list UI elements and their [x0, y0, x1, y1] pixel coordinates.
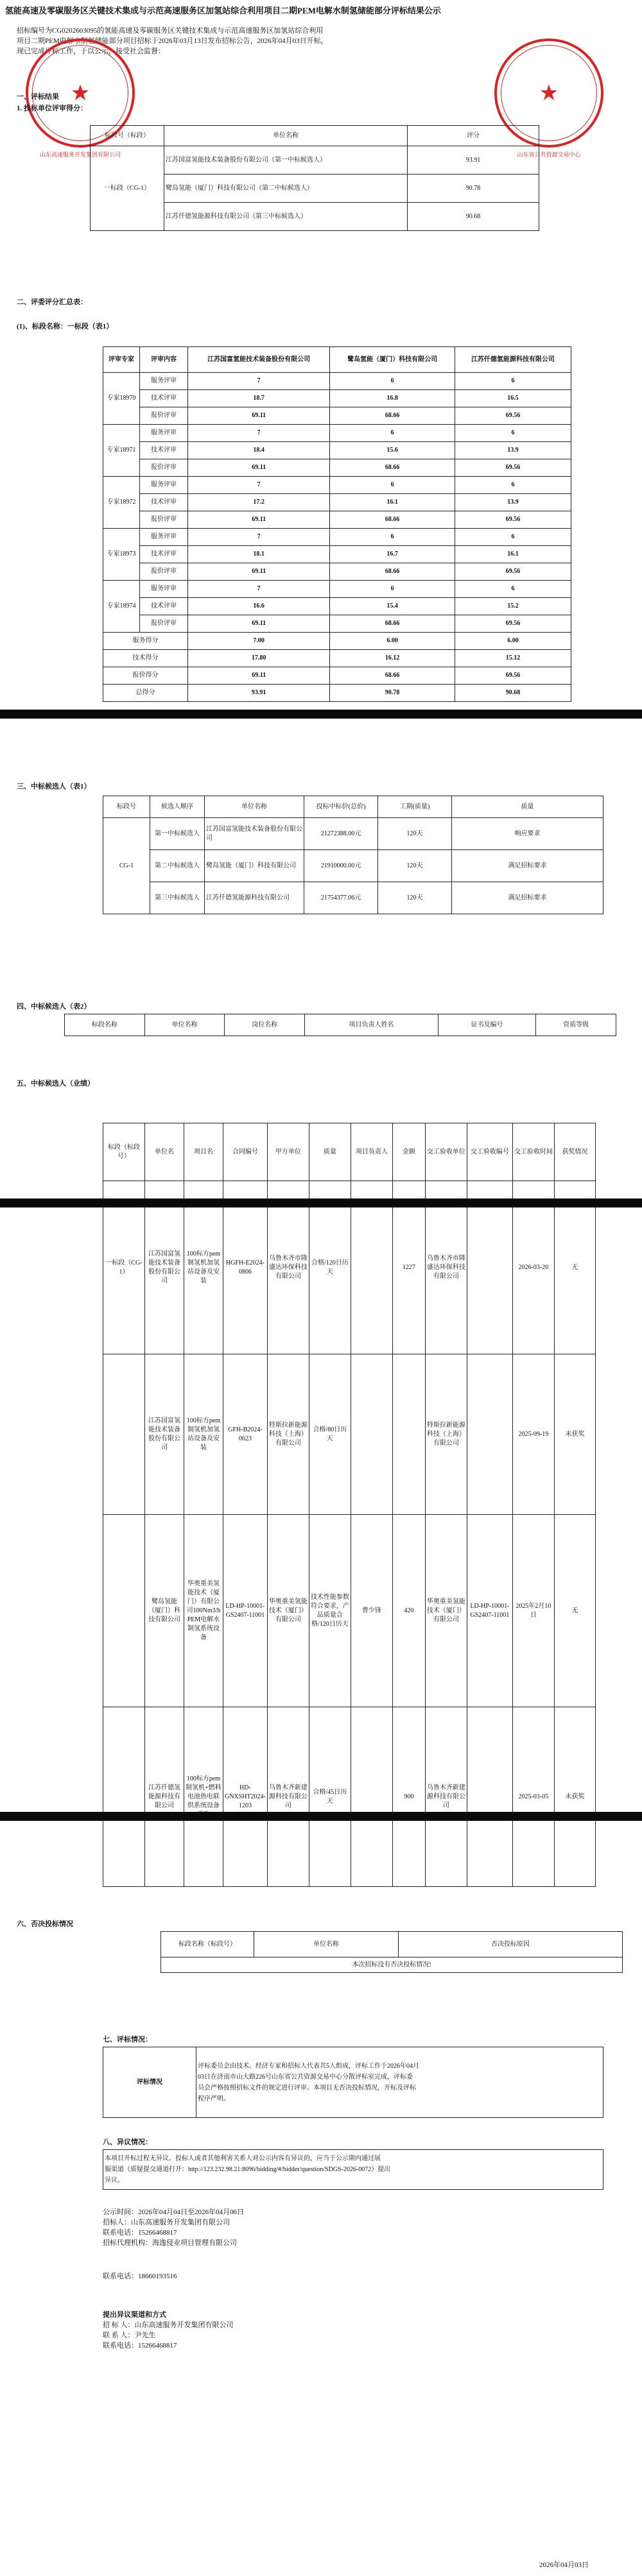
score-cell: 69.11	[188, 407, 330, 425]
score-cell: 68.66	[330, 459, 455, 477]
cell: 响应要求	[452, 818, 603, 850]
cell: 120天	[378, 818, 452, 850]
summary-cell: 69.56	[455, 667, 571, 685]
th: 质量	[452, 796, 603, 818]
score-cell: 69.56	[455, 615, 571, 633]
summary-row	[103, 685, 571, 702]
performance-cell: 乌鲁木齐新建源科技有限公司	[267, 1707, 309, 1887]
expert-name: 专家18973	[103, 529, 140, 581]
score-cell: 技术评审	[140, 598, 188, 615]
objection-line: 本项目开标过程无异议。投标人或者其他利害关系人对公示内容有异议的，应当于公示期内通过展	[105, 2155, 381, 2162]
performance-cell: 2025-09-19	[512, 1354, 554, 1515]
objection-line: 异议。	[105, 2177, 124, 2184]
footer-date: 2026年04月03日	[539, 2561, 589, 2569]
th: 单位名	[145, 1123, 184, 1181]
scan-band	[0, 710, 642, 719]
score-cell: 7	[188, 425, 330, 442]
cell: 第三中标候选人	[150, 882, 205, 914]
performance-cell: 华奥重美氢能技术（厦门）有限公司100Nm3/h PEM电解水制氢系统设备	[184, 1515, 223, 1707]
expert-row	[103, 598, 571, 615]
score-cell: 技术评审	[140, 494, 188, 511]
performance-cell: HGFH-E2024-0806	[223, 1181, 268, 1354]
lot-cell: CG-1	[103, 818, 150, 914]
th: 单位名称	[205, 796, 304, 818]
th: 工期(质量)	[378, 796, 452, 818]
performance-cell	[467, 1707, 512, 1887]
objection-line: 服渠道（质疑提交通道打开：http://123.232.98.21:8096/bidding/#/bidder/question/SDGS-2026-0072）提出	[105, 2166, 391, 2173]
complaint-block	[103, 2310, 234, 2351]
score-cell: 技术评审	[140, 390, 188, 407]
period-tenderer: 招标人：山东高速服务开发集团有限公司	[103, 2219, 230, 2226]
summary-row	[103, 633, 571, 650]
score-cell: 69.11	[188, 563, 330, 581]
section-heading: 五、中标候选人（业绩）	[17, 1080, 94, 1088]
performance-row	[103, 1515, 596, 1707]
performance-table	[103, 1123, 596, 1887]
score-cell: 技术评审	[140, 442, 188, 459]
expert-row	[103, 477, 571, 494]
th: 金额	[392, 1123, 425, 1181]
performance-cell: 一标段（CG-1）	[103, 1181, 145, 1354]
summary-cell: 6.00	[330, 633, 455, 650]
th: 单位名称	[164, 126, 408, 146]
expert-row	[103, 442, 571, 459]
performance-cell: 江苏仟德氢能源科技有限公司	[145, 1707, 184, 1887]
th: 资质等级	[536, 1014, 616, 1036]
performance-cell: HD-GNXSHT2024-1203	[223, 1707, 268, 1887]
performance-cell	[103, 1515, 145, 1707]
section-heading: 七、评标情况：	[103, 2036, 152, 2043]
section-heading: 一、评标结果	[17, 93, 59, 101]
intro-line: 招标编号为CG0202603095的氢能高速及零碳服务区关键技术集成与示范高速服务区加氢站综合利用	[17, 27, 324, 35]
score-cell: 69.11	[188, 615, 330, 633]
th: 否决投标原因	[399, 1932, 623, 1958]
score-cell: 6	[455, 425, 571, 442]
cell: 21910000.00元	[304, 850, 378, 882]
score-cell: 6	[330, 477, 455, 494]
score-cell: 7	[188, 373, 330, 390]
performance-cell: 2025年2月10日	[512, 1515, 554, 1707]
period-contact: 联系电话：15266468817	[103, 2229, 177, 2237]
summary-cell: 服务得分	[103, 633, 188, 650]
expert-name: 专家18970	[103, 373, 140, 425]
performance-cell: 鹭岛氢能（厦门）科技有限公司	[145, 1515, 184, 1707]
score-cell: 服务评审	[140, 529, 188, 546]
cell: 21272388.00元	[304, 818, 378, 850]
page-title: 氢能高速及零碳服务区关键技术集成与示范高速服务区加氢站综合利用项目二期PEM电解水制氢储能部分评标结果公示	[5, 6, 441, 15]
cell: 120天	[378, 882, 452, 914]
performance-cell: 合格/45日历天	[309, 1707, 351, 1887]
complaint-phone: 联系电话：15266468817	[103, 2342, 177, 2350]
scan-band	[0, 1198, 642, 1207]
th: 江苏仟德氢能源科技有限公司	[455, 347, 571, 373]
evaluation-line: 03日在济南市山大路226号山东省公共资源交易中心分散评标室完成，评标委	[198, 2073, 413, 2081]
performance-cell: 华奥重美氢能技术（厦门）有限公司	[267, 1515, 309, 1707]
cell: 21754377.06元	[304, 882, 378, 914]
performance-cell: 无	[554, 1181, 595, 1354]
score-cell: 6	[330, 529, 455, 546]
score-cell: 6	[330, 373, 455, 390]
score-cell: 15.4	[330, 598, 455, 615]
performance-cell: 100标方pem制氢机加氢站设备及安装	[184, 1181, 223, 1354]
performance-cell: 合格/120日历天	[309, 1181, 351, 1354]
th: 合同编号	[223, 1123, 268, 1181]
expert-row	[103, 459, 571, 477]
score-cell: 报价评审	[140, 407, 188, 425]
performance-row	[103, 1354, 596, 1515]
performance-cell: LD-HP-10001-GS2407-11001	[467, 1515, 512, 1707]
summary-cell: 6.00	[455, 633, 571, 650]
score-cell: 报价评审	[140, 615, 188, 633]
score-cell: 17.2	[188, 494, 330, 511]
th: 证书及编号	[438, 1014, 535, 1036]
complaint-person: 联 系 人：尹先生	[103, 2332, 156, 2339]
seal-left-icon: ★	[26, 38, 135, 148]
score-cell: 69.56	[455, 511, 571, 529]
score-cell: 服务评审	[140, 373, 188, 390]
summary-cell: 69.11	[188, 667, 330, 685]
summary-cell: 68.66	[330, 667, 455, 685]
complaint-heading: 提出异议渠道和方式	[103, 2311, 166, 2319]
score-table	[90, 125, 539, 231]
score-cell: 7	[188, 581, 330, 598]
summary-cell: 93.91	[188, 685, 330, 702]
section-sub: (1)、标段名称：一标段（表1）	[17, 323, 114, 330]
score-cell: 16.1	[455, 546, 571, 563]
th: 投标中标价(总价)	[304, 796, 378, 818]
performance-row	[103, 1707, 596, 1887]
summary-cell: 技术得分	[103, 650, 188, 667]
contact-phone: 联系电话：18660193516	[103, 2273, 177, 2280]
expert-row	[103, 546, 571, 563]
summary-cell: 90.68	[455, 685, 571, 702]
score-cell: 68.66	[330, 615, 455, 633]
candidate-table	[103, 796, 603, 914]
th: 标段名称	[65, 1014, 145, 1036]
th: 交工验收时间	[512, 1123, 554, 1181]
period-block	[103, 2207, 244, 2248]
section-heading: 四、中标候选人（表2）	[17, 1003, 91, 1011]
performance-cell: GFH-B2024-0623	[223, 1354, 268, 1515]
th: 交工验收单位	[425, 1123, 467, 1181]
cell: 江苏国富氢能技术装备股份有限公司	[205, 818, 304, 850]
scan-band	[0, 1812, 642, 1821]
summary-row	[103, 650, 571, 667]
score-cell: 6	[330, 581, 455, 598]
bidder-score: 93.91	[408, 146, 539, 175]
performance-cell: 未获奖	[554, 1354, 595, 1515]
expert-score-table	[103, 346, 571, 702]
cell: 满足招标要求	[452, 850, 603, 882]
expert-row	[103, 425, 571, 442]
th: 交工验收编号	[467, 1123, 512, 1181]
th: 鹭岛氢能（厦门）科技有限公司	[330, 347, 455, 373]
performance-cell: 技术性能参数符合要求，产品质量合格/120日历天	[309, 1515, 351, 1707]
th: 候选人顺序	[150, 796, 205, 818]
performance-cell: 合格/80日历天	[309, 1354, 351, 1515]
score-cell: 7	[188, 529, 330, 546]
score-cell: 18.1	[188, 546, 330, 563]
summary-cell: 总得分	[103, 685, 188, 702]
score-cell: 技术评审	[140, 546, 188, 563]
score-cell: 报价评审	[140, 459, 188, 477]
summary-cell: 报价得分	[103, 667, 188, 685]
score-cell: 18.7	[188, 390, 330, 407]
score-cell: 服务评审	[140, 425, 188, 442]
th: 江苏国富氢能技术装备股份有限公司	[188, 347, 330, 373]
th: 项目负责人姓名	[305, 1014, 438, 1036]
bidder-name: 鹭岛氢能（厦门）科技有限公司（第二中标候选人）	[164, 175, 408, 203]
score-cell: 15.6	[330, 442, 455, 459]
performance-cell: 420	[392, 1515, 425, 1707]
performance-cell: 特斯拉新能源科技（上海）有限公司	[267, 1354, 309, 1515]
expert-row	[103, 529, 571, 546]
th: 标段号（标段）	[91, 126, 164, 146]
bidder-score: 90.78	[408, 175, 539, 203]
evaluation-line: 程序严明。	[198, 2095, 230, 2103]
score-cell: 16.6	[188, 598, 330, 615]
performance-cell	[467, 1354, 512, 1515]
expert-name: 专家18972	[103, 477, 140, 529]
objection-table	[103, 2149, 603, 2190]
summary-cell: 15.12	[455, 650, 571, 667]
cell: 鹭岛氢能（厦门）科技有限公司	[205, 850, 304, 882]
score-cell: 16.1	[330, 494, 455, 511]
score-cell: 18.4	[188, 442, 330, 459]
summary-cell: 16.12	[330, 650, 455, 667]
score-cell: 16.5	[455, 390, 571, 407]
score-cell: 13.9	[455, 442, 571, 459]
performance-cell: 曹少锋	[351, 1515, 392, 1707]
section-heading: 六、否决投标情况	[17, 1920, 73, 1928]
expert-row	[103, 407, 571, 425]
summary-cell: 90.78	[330, 685, 455, 702]
th: 评审内容	[140, 347, 188, 373]
performance-cell: 100标方pem制氢机+燃料电池热电联供系统设备	[184, 1707, 223, 1887]
performance-cell: 江苏国富氢能技术装备股份有限公司	[145, 1354, 184, 1515]
evaluation-label: 评标情况	[103, 2047, 196, 2118]
performance-cell: 无	[554, 1515, 595, 1707]
section-heading: 三、中标候选人（表1）	[17, 783, 91, 790]
score-cell: 69.11	[188, 459, 330, 477]
performance-cell: LD-HP-10001-GS2407-11001	[223, 1515, 268, 1707]
th: 单位名称	[254, 1932, 399, 1958]
score-cell: 16.7	[330, 546, 455, 563]
performance-cell: 100标方pem制氢机加氢站设备及安装	[184, 1354, 223, 1515]
performance-cell: 未获奖	[554, 1707, 595, 1887]
performance-cell	[351, 1354, 392, 1515]
th: 评审专家	[103, 347, 140, 373]
period-agency: 招标代理机构：海逸侵业项目管理有限公司	[103, 2239, 237, 2247]
score-cell: 6	[455, 477, 571, 494]
score-cell: 69.56	[455, 407, 571, 425]
bidder-name: 江苏国富氢能技术装备股份有限公司（第一中标候选人）	[164, 146, 408, 175]
evaluation-line: 评标委员会由技术、经济专家和招标人代表共5人组成，评标工作于2026年04月	[198, 2062, 419, 2070]
score-cell: 69.11	[188, 511, 330, 529]
evaluation-line: 员会严格按照招标文件的规定进行评审。本项目无否决投标情况，开标及评标	[198, 2084, 416, 2092]
expert-name: 专家18971	[103, 425, 140, 477]
expert-row	[103, 373, 571, 390]
intro-line: 项目二期PEM电解水制氢储能部分项目招标于2026年03月13日发布招标公告，2026年04月03日开标，	[17, 37, 328, 45]
score-cell: 68.66	[330, 407, 455, 425]
summary-row	[103, 667, 571, 685]
summary-cell: 7.00	[188, 633, 330, 650]
performance-cell	[103, 1354, 145, 1515]
score-cell: 服务评审	[140, 581, 188, 598]
th: 单位名称	[144, 1014, 225, 1036]
performance-cell	[351, 1707, 392, 1887]
score-cell: 16.8	[330, 390, 455, 407]
performance-cell: 江苏国富氢能技术装备股份有限公司	[145, 1181, 184, 1354]
performance-cell: 乌鲁木齐市隆盛达环保科技有限公司	[425, 1181, 467, 1354]
seal-left-text: 山东高速服务开发集团有限公司	[39, 151, 121, 158]
score-cell: 68.66	[330, 563, 455, 581]
lot-cell: 一标段（CG-1）	[91, 146, 164, 231]
expert-row	[103, 390, 571, 407]
th: 项目名	[184, 1123, 223, 1181]
th: 标段名称（标段号）	[161, 1932, 254, 1958]
score-cell: 15.2	[455, 598, 571, 615]
performance-cell: 特斯拉新能源科技（上海）有限公司	[425, 1354, 467, 1515]
th: 标段（标段号）	[103, 1123, 145, 1181]
seal-right-icon: ★	[494, 38, 603, 148]
seal-right-text: 山东省公共资源交易中心	[517, 151, 581, 158]
section-heading: 二、评委评分汇总表：	[17, 298, 87, 306]
section-heading: 八、异议情况：	[103, 2138, 152, 2146]
th: 获奖情况	[554, 1123, 595, 1181]
expert-name: 专家18974	[103, 581, 140, 633]
summary-cell: 17.80	[188, 650, 330, 667]
cell: 满足招标要求	[452, 882, 603, 914]
cell: 第一中标候选人	[150, 818, 205, 850]
cell: 120天	[378, 850, 452, 882]
intro-line: 现已完成评标工作，于以公示，接受社会监督：	[17, 47, 165, 55]
performance-cell	[103, 1707, 145, 1887]
performance-cell: 2026-03-20	[512, 1181, 554, 1354]
expert-row	[103, 615, 571, 633]
performance-cell: 华奥重美氢能技术（厦门）有限公司	[425, 1515, 467, 1707]
score-cell: 6	[330, 425, 455, 442]
score-cell: 报价评审	[140, 511, 188, 529]
performance-cell: 乌鲁木齐市隆盛达环保科技有限公司	[267, 1181, 309, 1354]
section-sub: 1. 投标单位评审得分：	[17, 105, 87, 112]
cell: 江苏仟德氢能源科技有限公司	[205, 882, 304, 914]
th: 质量	[309, 1123, 351, 1181]
score-cell: 6	[455, 581, 571, 598]
expert-row	[103, 563, 571, 581]
score-cell: 服务评审	[140, 477, 188, 494]
cell: 第二中标候选人	[150, 850, 205, 882]
reject-note: 本次招标没有否决投标情况!	[161, 1958, 623, 1973]
th: 岗位名称	[225, 1014, 305, 1036]
candidate-person-table	[64, 1014, 616, 1036]
bidder-score: 90.68	[408, 203, 539, 231]
expert-row	[103, 581, 571, 598]
expert-row	[103, 494, 571, 511]
evaluation-table	[103, 2047, 603, 2118]
performance-cell: 900	[392, 1707, 425, 1887]
expert-row	[103, 511, 571, 529]
complaint-tenderer: 招 标 人：山东高速服务开发集团有限公司	[103, 2321, 234, 2329]
score-cell: 68.66	[330, 511, 455, 529]
score-cell: 6	[455, 373, 571, 390]
th: 甲方单位	[267, 1123, 309, 1181]
score-cell: 报价评审	[140, 563, 188, 581]
period-date: 公示时间：2026年04月04日至2026年04月06日	[103, 2208, 244, 2216]
performance-cell: 乌鲁木齐新建源科技有限公司	[425, 1707, 467, 1887]
th: 标段号	[103, 796, 150, 818]
th: 项目负责人	[351, 1123, 392, 1181]
score-cell: 6	[455, 529, 571, 546]
performance-cell: 1227	[392, 1181, 425, 1354]
th: 评分	[408, 126, 539, 146]
score-cell: 69.56	[455, 563, 571, 581]
performance-cell: 2025-03-05	[512, 1707, 554, 1887]
score-cell: 13.9	[455, 494, 571, 511]
score-cell: 69.56	[455, 459, 571, 477]
score-cell: 7	[188, 477, 330, 494]
reject-table	[160, 1931, 623, 1973]
performance-cell	[392, 1354, 425, 1515]
bidder-name: 江苏仟德氢能源科技有限公司（第三中标候选人）	[164, 203, 408, 231]
